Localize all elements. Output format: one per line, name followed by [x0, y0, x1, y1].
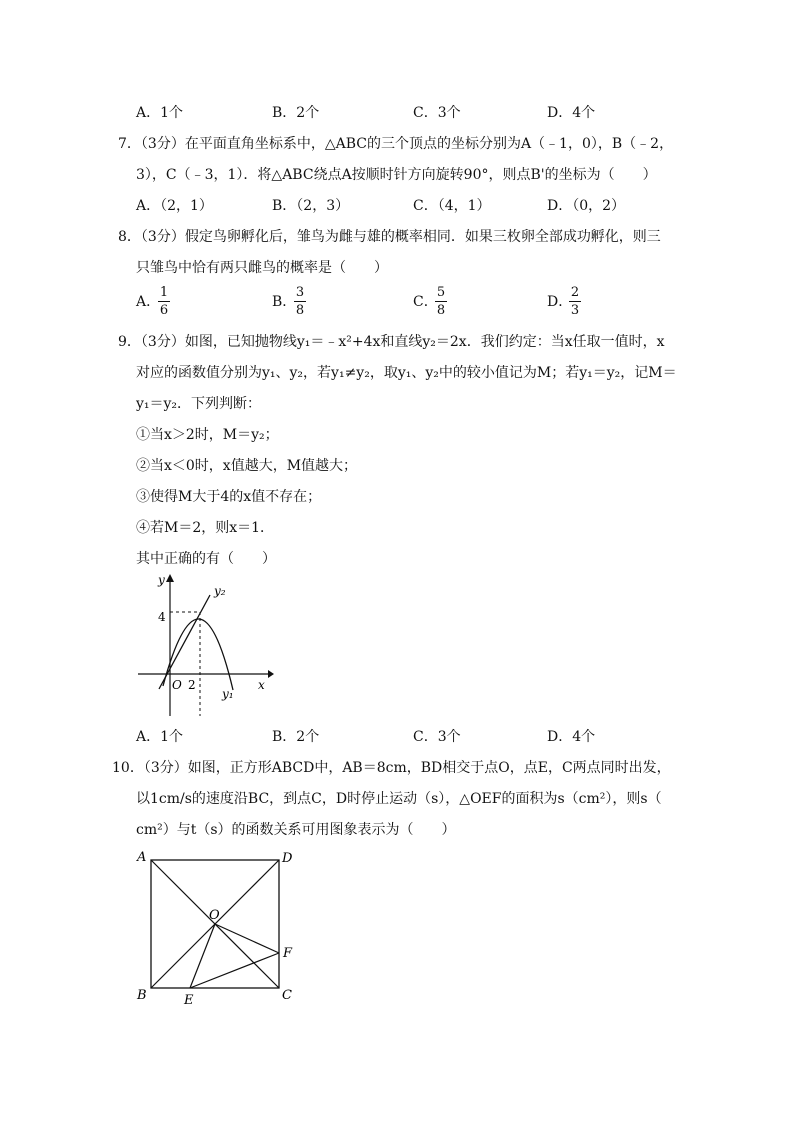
q9-item-2: ②当x＜0时，x值越大，M值越大；	[136, 458, 358, 474]
q9-option-d: D．4个	[547, 729, 596, 745]
q8-b-numerator: 3	[295, 285, 305, 300]
segment-ef	[190, 953, 279, 988]
q8-c-denominator: 8	[436, 303, 446, 318]
q6-option-d: D．4个	[547, 105, 596, 121]
label-f: F	[283, 946, 293, 961]
label-c: C	[282, 988, 292, 1003]
q9-line3: y₁＝y₂．下列判断：	[136, 396, 262, 412]
q8-option-a-fraction	[158, 285, 170, 318]
q8-line2: 只雏鸟中恰有两只雌鸟的概率是（ ）	[136, 260, 388, 276]
q8-option-d-letter: D．	[547, 294, 573, 310]
q8-d-numerator: 2	[570, 285, 580, 300]
q9-function-graph	[130, 568, 280, 723]
q10-line3: cm²）与t（s）的函数关系可用图象表示为（ ）	[136, 822, 456, 838]
parabola-y1-label: y₁	[222, 687, 234, 701]
q8-option-b-fraction	[294, 285, 306, 318]
q6-option-c: C．3个	[413, 105, 461, 121]
q8-a-numerator: 1	[159, 285, 169, 300]
q8-line1: 8．（3分）假定鸟卵孵化后，雏鸟为雌与雄的概率相同．如果三枚卵全部成功孵化，则三	[118, 229, 661, 245]
q6-option-a: A．1个	[136, 105, 184, 121]
q6-option-b: B．2个	[272, 105, 320, 121]
label-e: E	[184, 993, 194, 1008]
q8-c-numerator: 5	[436, 285, 446, 300]
q7-option-c: C．（4，1）	[413, 198, 491, 214]
q7-option-d: D．（0，2）	[547, 198, 626, 214]
x-tick-2: 2	[188, 678, 196, 692]
y-axis-arrow	[166, 574, 174, 582]
q9-option-c: C．3个	[413, 729, 461, 745]
q9-option-a: A．1个	[136, 729, 184, 745]
segment-of	[215, 924, 279, 953]
q9-line1: 9．（3分）如图，已知抛物线y₁＝﹣x²+4x和直线y₂＝2x．我们约定：当x任取一值时，x	[118, 334, 665, 350]
q9-line2: 对应的函数值分别为y₁、y₂，若y₁≠y₂，取y₁、y₂中的较小值记为M；若y₁＝y₂，记M＝	[136, 365, 677, 381]
q9-item-3: ③使得M大于4的x值不存在；	[136, 489, 322, 505]
q7-line1: 7．（3分）在平面直角坐标系中，△ABC的三个顶点的坐标分别为A（﹣1，0），B（﹣2，	[118, 136, 674, 152]
q7-option-a: A．（2，1）	[136, 198, 213, 214]
x-axis-label: x	[258, 678, 265, 692]
q7-option-b: B．（2，3）	[272, 198, 350, 214]
q8-option-a-letter: A．	[136, 294, 161, 310]
segment-oe	[190, 924, 215, 988]
line-y2-label: y₂	[214, 584, 226, 598]
label-d: D	[282, 851, 293, 866]
q8-option-c-letter: C．	[413, 294, 438, 310]
q8-option-b-letter: B．	[272, 294, 297, 310]
q10-line2: 以1cm/s的速度沿BC，到点C，D时停止运动（s），△OEF的面积为s（cm²），则s（	[136, 791, 662, 807]
q8-option-c-fraction	[435, 285, 447, 318]
q9-item-4: ④若M＝2，则x＝1．	[136, 520, 275, 536]
q8-a-denominator: 6	[159, 303, 169, 318]
label-o: O	[209, 908, 220, 923]
q7-line2: 3），C（﹣3，1）．将△ABC绕点A按顺时针方向旋转90°，则点B'的坐标为（ ）	[136, 167, 657, 183]
y-axis-label: y	[158, 573, 165, 587]
q9-question: 其中正确的有（ ）	[136, 551, 276, 567]
q8-d-denominator: 3	[570, 303, 580, 318]
q10-line1: 10．（3分）如图，正方形ABCD中，AB＝8cm，BD相交于点O，点E，C两点同时出发，	[112, 760, 671, 776]
q9-option-b: B．2个	[272, 729, 320, 745]
x-axis-arrow	[268, 670, 274, 678]
q10-square-figure	[134, 848, 304, 1010]
q9-item-1: ①当x＞2时，M＝y₂；	[136, 427, 279, 443]
origin-label: O	[172, 678, 182, 692]
q8-b-denominator: 8	[295, 303, 305, 318]
q8-option-d-fraction	[569, 285, 581, 318]
y-tick-4: 4	[158, 610, 166, 624]
label-b: B	[137, 988, 147, 1003]
label-a: A	[137, 850, 147, 865]
